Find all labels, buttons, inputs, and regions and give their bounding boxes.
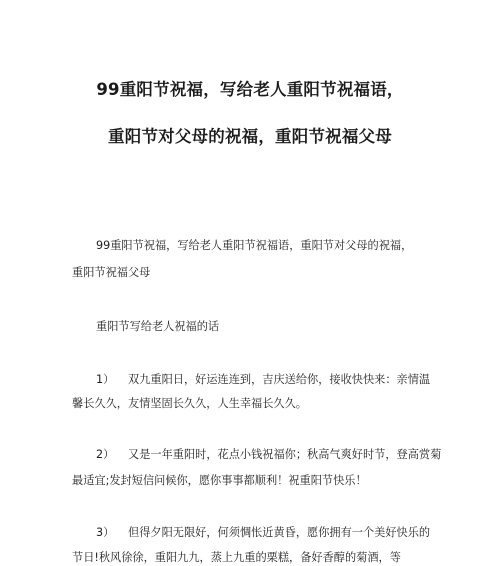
list-item-3-number: 3） — [96, 526, 115, 539]
list-item-1-text: 双九重阳日，好运连连到，吉庆送给你，接收快快来：亲情温 — [128, 373, 431, 386]
section-heading: 重阳节写给老人祝福的话 — [96, 320, 220, 333]
list-item-3-text: 但得夕阳无限好，何须惆怅近黄昏，愿你拥有一个美好快乐的 — [128, 526, 431, 539]
list-item-1-line-1 — [96, 371, 430, 387]
list-item-2-line-2: 最适宜;发封短信问候你，愿你事事都顺利！祝重阳节快乐！ — [72, 474, 367, 487]
list-item-3-line-1 — [96, 524, 430, 540]
intro-line-1: 99重阳节祝福，写给老人重阳节祝福语，重阳节对父母的祝福， — [96, 239, 413, 252]
list-item-1-line-2: 馨长久久，友情坚固长久久，人生幸福长久久。 — [72, 397, 307, 410]
list-item-1-number: 1） — [96, 373, 115, 386]
list-item-2-number: 2） — [96, 448, 115, 461]
list-item-3-line-2: 节日!秋风徐徐，重阳九九，蒸上九重的栗糕，备好香醇的菊酒，等 — [72, 551, 401, 564]
document-title-line-2: 重阳节对父母的祝福，重阳节祝福父母 — [108, 127, 392, 146]
list-item-2-text: 又是一年重阳时，花点小钱祝福你；秋高气爽好时节，登高赏菊 — [128, 448, 442, 461]
intro-line-2: 重阳节祝福父母 — [72, 266, 151, 279]
list-item-2-line-1 — [96, 446, 441, 462]
document-title-line-1: 99重阳节祝福，写给老人重阳节祝福语， — [96, 80, 404, 99]
